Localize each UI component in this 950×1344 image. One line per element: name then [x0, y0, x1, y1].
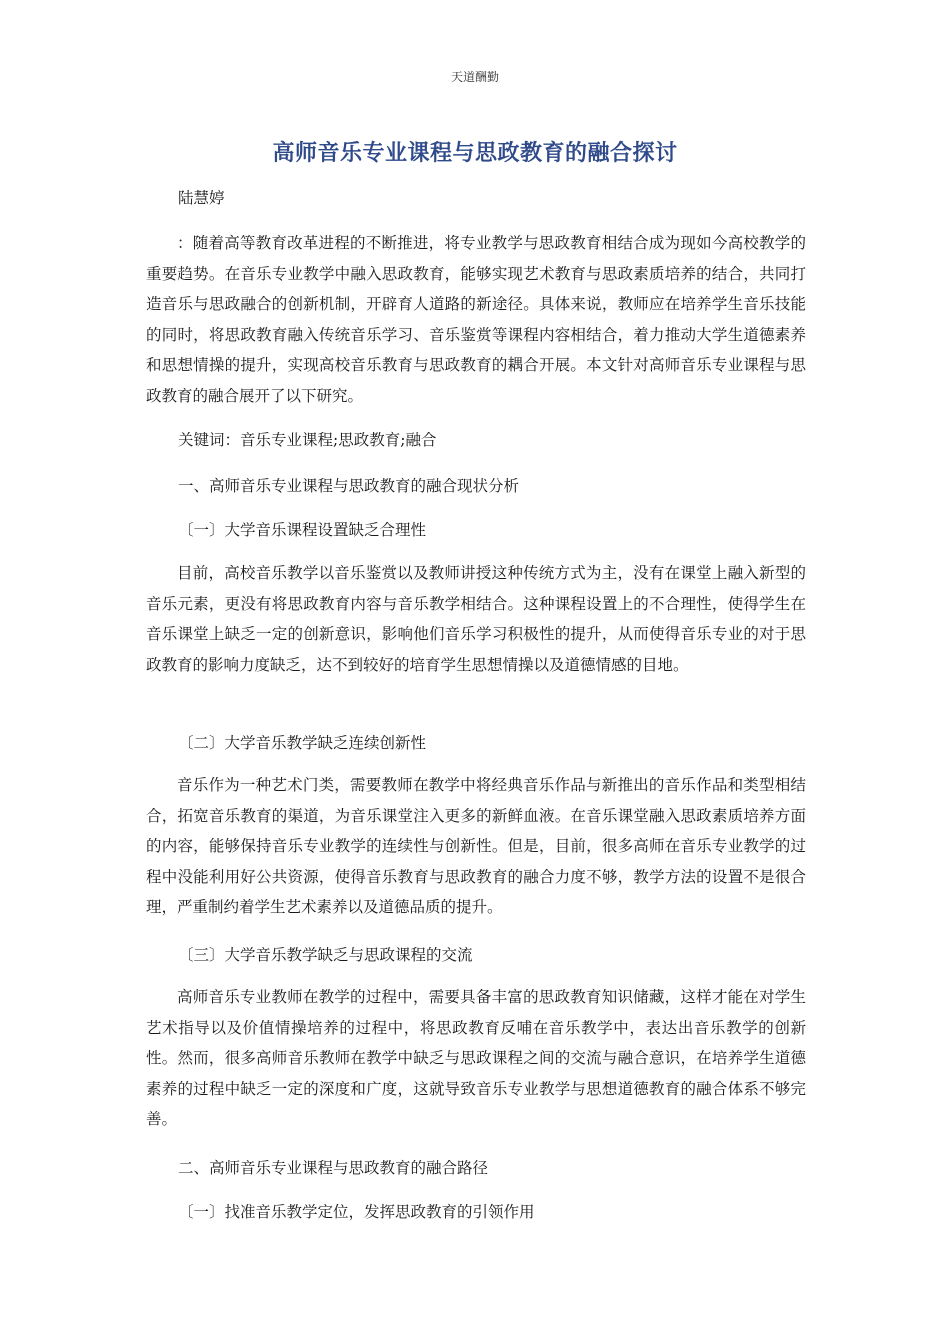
subsection-2-body — [146, 770, 806, 923]
subsection-2-heading: 〔二〕大学音乐教学缺乏连续创新性 — [178, 734, 427, 752]
abstract-text: ：随着高等教育改革进程的不断推进，将专业教学与思政教育相结合成为现如今高校教学的重要趋势。在音乐专业教学中融入思政教育，能够实现艺术教育与思政素质培养的结合，共同打造音乐与思政融合的创新机制，开辟育人道路的新途径。具体来说，教师应在培养学生音乐技能的同时，将思政教育融入传统音乐学习、音乐鉴赏等课程内容相结合，着力推动大学生道德素养和思想情操的提升，实现高校音乐教育与思政教育的耦合开展。本文针对高师音乐专业课程与思政教育的融合展开了以下研究。 — [146, 234, 806, 405]
subsection-1-heading: 〔一〕大学音乐课程设置缺乏合理性 — [178, 521, 427, 539]
subsection-3-text: 高师音乐专业教师在教学的过程中，需要具备丰富的思政教育知识储藏，这样才能在对学生艺术指导以及价值情操培养的过程中，将思政教育反哺在音乐教学中，表达出音乐教学的创新性。然而，很多高师音乐教师在教学中缺乏与思政课程之间的交流与融合意识，在培养学生道德素养的过程中缺乏一定的深度和广度，这就导致音乐专业教学与思想道德教育的融合体系不够完善。 — [146, 988, 806, 1128]
subsection-2-text: 音乐作为一种艺术门类，需要教师在教学中将经典音乐作品与新推出的音乐作品和类型相结合，拓宽音乐教育的渠道，为音乐课堂注入更多的新鲜血液。在音乐课堂融入思政素质培养方面的内容，能够保持音乐专业教学的连续性与创新性。但是，目前，很多高师在音乐专业教学的过程中没能利用好公共资源，使得音乐教育与思政教育的融合力度不够，教学方法的设置不是很合理，严重制约着学生艺术素养以及道德品质的提升。 — [146, 776, 806, 916]
keywords-line: 关键词：音乐专业课程;思政教育;融合 — [178, 431, 437, 449]
article-title: 高师音乐专业课程与思政教育的融合探讨 — [272, 141, 678, 166]
subsection-3-heading: 〔三〕大学音乐教学缺乏与思政课程的交流 — [178, 946, 473, 964]
header-mark: 天道酬勤 — [450, 70, 499, 84]
subsection-1-text: 目前，高校音乐教学以音乐鉴赏以及教师讲授这种传统方式为主，没有在课堂上融入新型的音乐元素，更没有将思政教育内容与音乐教学相结合。这种课程设置上的不合理性，使得学生在音乐课堂上缺乏一定的创新意识，影响他们音乐学习积极性的提升，从而使得音乐专业的对于思政教育的影响力度缺乏，达不到较好的培育学生思想情操以及道德情感的目地。 — [146, 564, 806, 674]
section-2-heading: 二、高师音乐专业课程与思政教育的融合路径 — [178, 1159, 489, 1177]
abstract-paragraph — [146, 228, 806, 411]
subsection-3-body — [146, 982, 806, 1135]
subsection-1-body — [146, 558, 806, 680]
section-1-heading: 一、高师音乐专业课程与思政教育的融合现状分析 — [178, 477, 520, 495]
subsection-4-heading: 〔一〕找准音乐教学定位，发挥思政教育的引领作用 — [178, 1203, 535, 1221]
author-name: 陆慧婷 — [178, 189, 225, 207]
